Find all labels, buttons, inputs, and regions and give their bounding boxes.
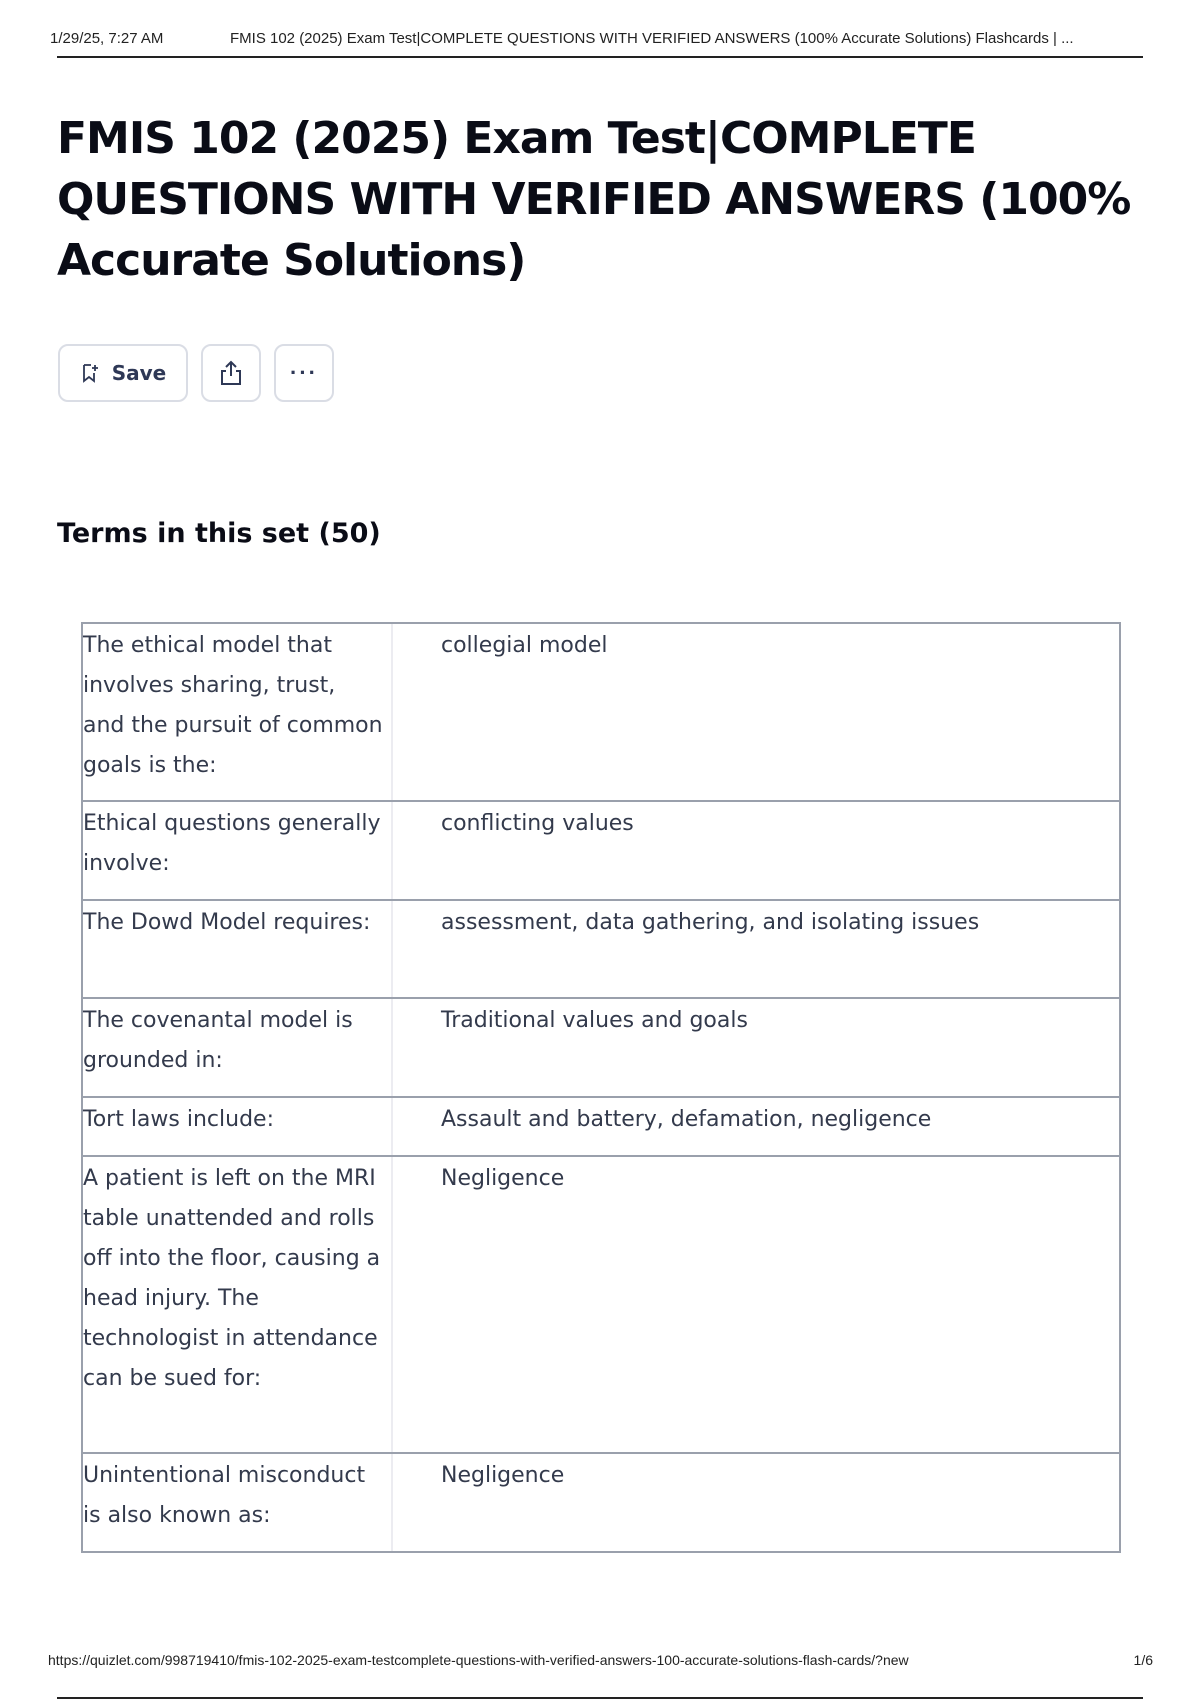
card-definition: Negligence <box>441 1463 565 1488</box>
more-icon: ··· <box>290 360 318 385</box>
flashcard-row <box>83 624 1119 802</box>
card-term: The Dowd Model requires: <box>83 901 393 997</box>
card-term: A patient is left on the MRI table unattended and rolls off into the floor, causing a head injury. The technologist in attendance can be sued for: <box>83 1157 393 1452</box>
flashcard-row <box>83 1454 1119 1553</box>
action-bar <box>58 344 334 402</box>
flashcard-row <box>83 1098 1119 1157</box>
card-term: Ethical questions generally involve: <box>83 802 393 899</box>
more-options-button[interactable] <box>274 344 334 402</box>
card-definition: Traditional values and goals <box>441 1008 748 1033</box>
card-definition: Negligence <box>441 1166 565 1191</box>
card-term: Unintentional misconduct is also known as: <box>83 1454 393 1551</box>
save-button[interactable] <box>58 344 188 402</box>
flashcard-row <box>83 1157 1119 1454</box>
flashcard-row <box>83 901 1119 999</box>
print-url: https://quizlet.com/998719410/fmis-102-2025-exam-testcomplete-questions-with-verified-answers-100-accurate-solutions-flash-cards/?new <box>48 1652 909 1668</box>
save-label: Save <box>111 361 167 385</box>
print-page-title: FMIS 102 (2025) Exam Test|COMPLETE QUESTIONS WITH VERIFIED ANSWERS (100% Accurate Solutions) Flashcards | ... <box>230 30 1074 47</box>
flashcard-row <box>83 802 1119 901</box>
card-definition: assessment, data gathering, and isolating issues <box>441 910 980 935</box>
header-divider <box>57 56 1143 58</box>
card-term: The ethical model that involves sharing, trust, and the pursuit of common goals is the: <box>83 624 393 800</box>
share-icon <box>217 359 245 387</box>
print-footer <box>48 1652 1153 1668</box>
card-term: The covenantal model is grounded in: <box>83 999 393 1096</box>
card-definition: Assault and battery, defamation, negligence <box>441 1107 932 1132</box>
footer-divider <box>57 1697 1143 1699</box>
card-term: Tort laws include: <box>83 1098 393 1155</box>
flashcard-table <box>81 622 1121 1553</box>
card-definition: conflicting values <box>441 811 634 836</box>
flashcard-row <box>83 999 1119 1098</box>
bookmark-plus-icon <box>80 363 100 383</box>
page-number: 1/6 <box>1133 1652 1153 1668</box>
print-header <box>50 30 1140 47</box>
page-title: FMIS 102 (2025) Exam Test|COMPLETE QUESTIONS WITH VERIFIED ANSWERS (100% Accurate Solutions) <box>57 113 1131 286</box>
print-timestamp: 1/29/25, 7:27 AM <box>50 30 164 47</box>
share-button[interactable] <box>201 344 261 402</box>
terms-heading: Terms in this set (50) <box>57 518 381 549</box>
card-definition: collegial model <box>441 633 608 658</box>
